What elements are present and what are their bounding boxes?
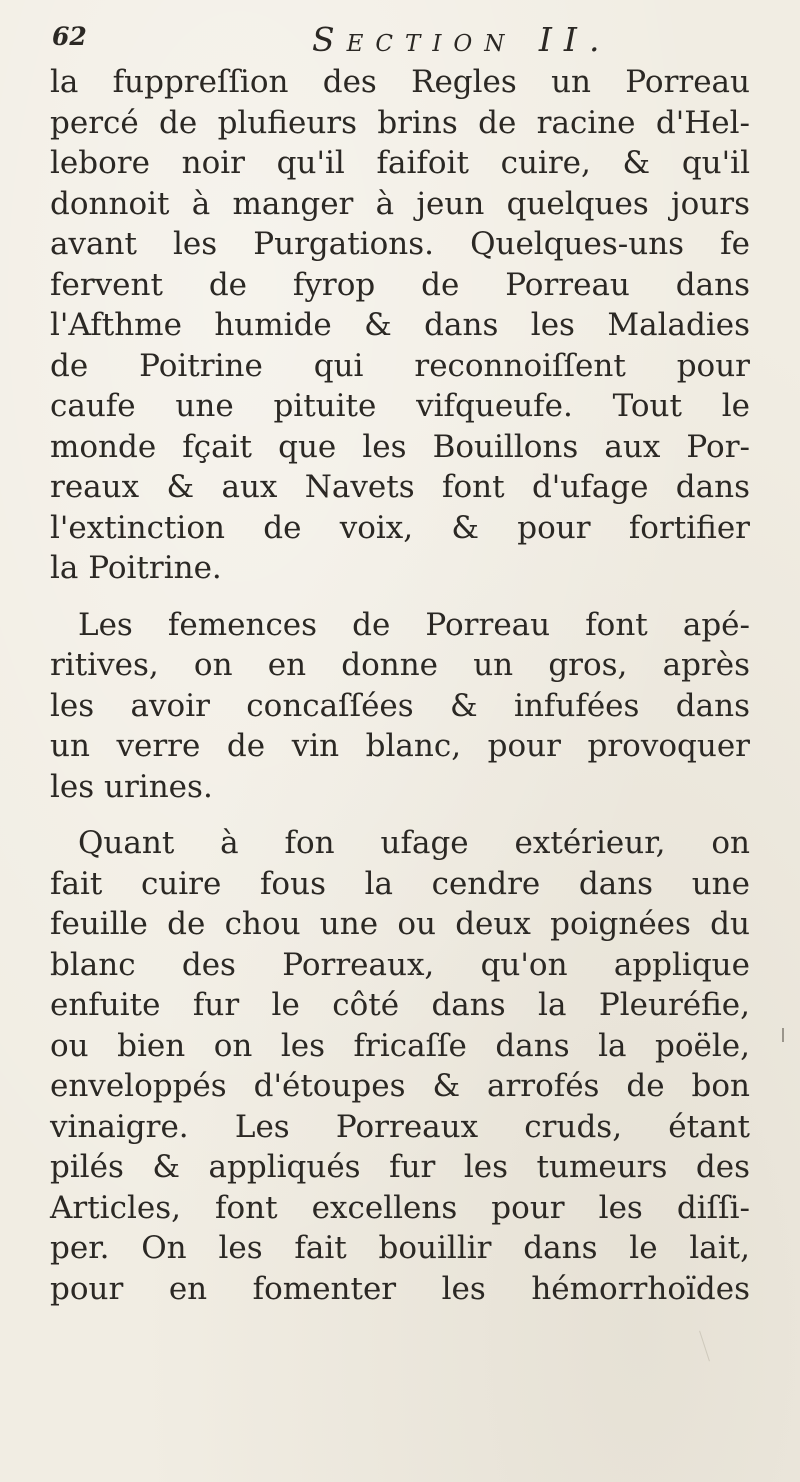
text-line: percé de plufieurs brins de racine d'Hel-: [50, 104, 750, 141]
text-line: avant les Purgations. Quelques-uns fe: [50, 226, 750, 262]
text-line: la fuppreſſion des Regles un Porreau: [50, 64, 750, 100]
text-line: pour en fomenter les hémorrhoïdes: [50, 1270, 750, 1307]
text-line: lebore noir qu'il faifoit cuire, & qu'il: [50, 145, 750, 181]
paragraph-3: [50, 823, 750, 1309]
text-line: blanc des Porreaux, qu'on applique: [50, 946, 750, 983]
text-line: Les femences de Porreau font apé-: [78, 606, 750, 643]
page-number: 62: [52, 22, 87, 51]
text-line: Quant à fon ufage extérieur, on: [78, 825, 750, 861]
paragraph-1: [50, 62, 750, 589]
text-line: enfuite fur le côté dans la Pleuréfie,: [50, 987, 750, 1023]
running-head: [52, 22, 752, 62]
text-line: l'Afthme humide & dans les Maladies: [50, 307, 750, 343]
text-line: pilés & appliqués fur les tumeurs des: [50, 1149, 750, 1185]
text-line: caufe une pituite vifqueufe. Tout le: [50, 388, 750, 424]
margin-mark: [782, 1028, 784, 1042]
text-line: enveloppés d'étoupes & arrofés de bon: [50, 1068, 750, 1104]
text-line: fervent de fyrop de Porreau dans: [50, 266, 750, 303]
text-line: ou bien on les fricaſſe dans la poële,: [50, 1027, 750, 1064]
text-line: de Poitrine qui reconnoiſſent pour: [50, 347, 750, 384]
text-line: reaux & aux Navets font d'ufage dans: [50, 469, 750, 505]
paragraph-gap: [50, 807, 750, 823]
paper-blemish: [699, 1331, 710, 1362]
text-line: donnoit à manger à jeun quelques jours: [50, 185, 750, 222]
text-line: ritives, on en donne un gros, après: [50, 647, 750, 683]
text-line: les urines.: [50, 768, 213, 805]
text-line: vinaigre. Les Porreaux cruds, étant: [50, 1108, 750, 1145]
paragraph-2: [50, 605, 750, 808]
text-line: les avoir concaſſées & infufées dans: [50, 687, 750, 724]
text-line: la Poitrine.: [50, 550, 222, 586]
text-line: un verre de vin blanc, pour provoquer: [50, 728, 750, 764]
text-line: Articles, font excellens pour les diſſi-: [50, 1189, 750, 1226]
text-line: monde fçait que les Bouillons aux Por-: [50, 428, 750, 465]
text-line: per. On les fait bouillir dans le lait,: [50, 1230, 750, 1266]
section-title: Section II.: [312, 20, 612, 59]
text-line: l'extinction de voix, & pour fortifier: [50, 509, 750, 546]
text-line: feuille de chou une ou deux poignées du: [50, 906, 750, 942]
body-text: [50, 62, 750, 1309]
paragraph-gap: [50, 589, 750, 605]
text-line: fait cuire fous la cendre dans une: [50, 865, 750, 902]
